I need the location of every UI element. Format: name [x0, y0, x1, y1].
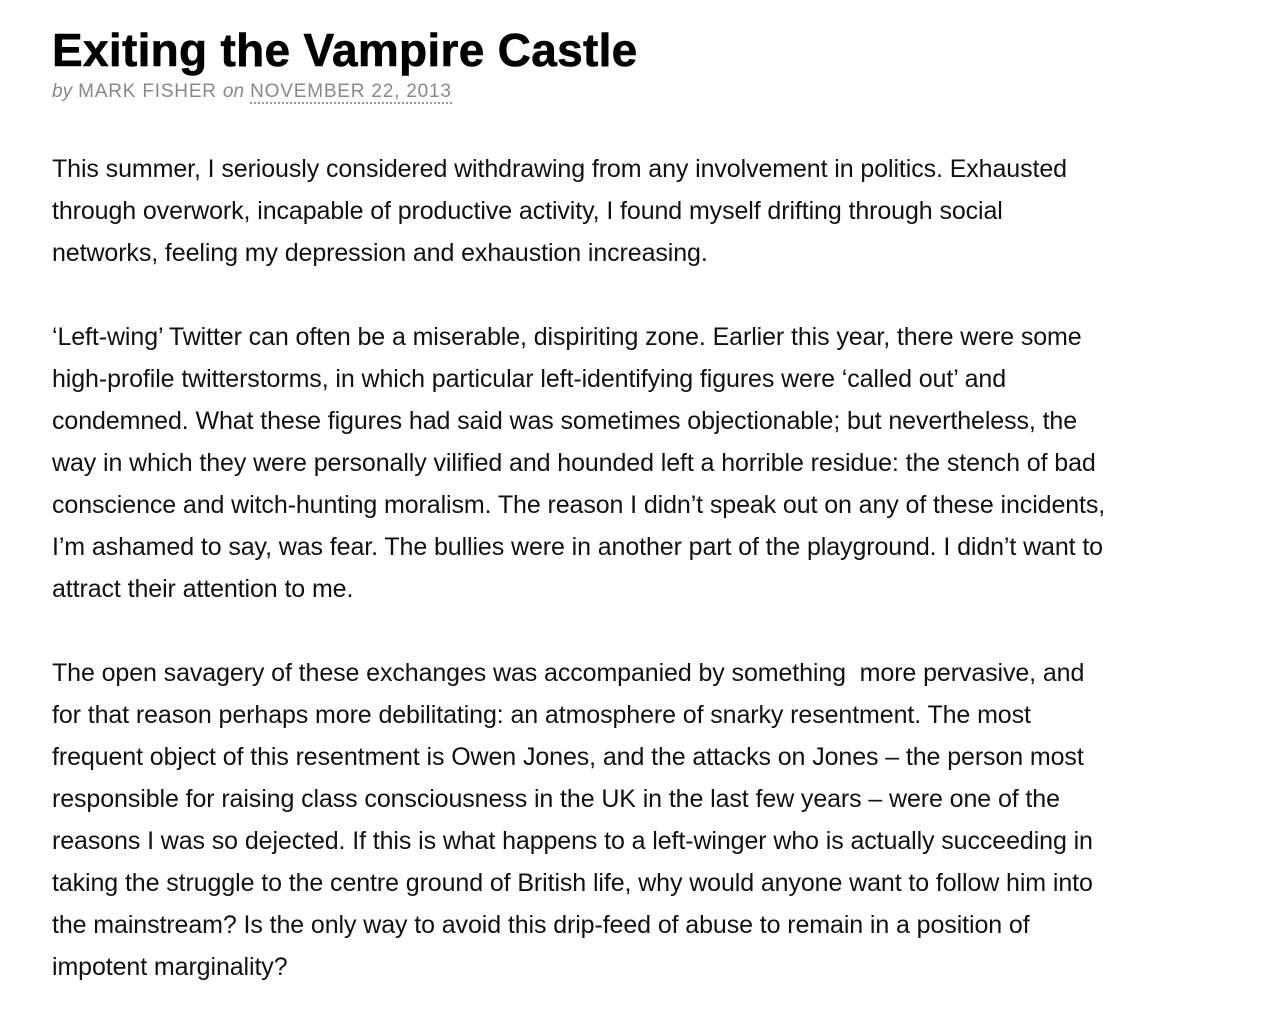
text-line: ‘Left-wing’ Twitter can often be a miserable, dispiriting zone. Earlier this year, there were some [52, 323, 1082, 351]
text-line: attract their attention to me. [52, 575, 354, 603]
byline-on-label: on [222, 81, 245, 102]
text-line: taking the struggle to the centre ground of British life, why would anyone want to follow him into [52, 869, 1093, 897]
text-line: way in which they were personally vilified and hounded left a horrible residue: the stench of bad [52, 449, 1096, 477]
text-line: frequent object of this resentment is Owen Jones, and the attacks on Jones – the person most [52, 743, 1084, 771]
article-body [52, 148, 1262, 988]
publish-date[interactable]: NOVEMBER 22, 2013 [250, 81, 452, 102]
byline-by-label: by [52, 81, 73, 102]
text-line: for that reason perhaps more debilitating: an atmosphere of snarky resentment. The most [52, 701, 1031, 729]
text-line: conscience and witch-hunting moralism. The reason I didn’t speak out on any of these incidents, [52, 491, 1106, 519]
article-title: Exiting the Vampire Castle [52, 24, 638, 76]
text-line: through overwork, incapable of productive activity, I found myself drifting through social [52, 197, 1003, 225]
text-line: reasons I was so dejected. If this is what happens to a left-winger who is actually succeeding in [52, 827, 1093, 855]
text-line: networks, feeling my depression and exhaustion increasing. [52, 239, 708, 267]
text-line: The open savagery of these exchanges was accompanied by something more pervasive, and [52, 659, 1085, 687]
text-line: condemned. What these figures had said was sometimes objectionable; but nevertheless, the [52, 407, 1078, 435]
byline [52, 80, 1262, 104]
text-line: responsible for raising class consciousness in the UK in the last few years – were one of the [52, 785, 1060, 813]
text-line: impotent marginality? [52, 953, 288, 981]
paragraph-3 [52, 652, 1262, 988]
text-line: high-profile twitterstorms, in which particular left-identifying figures were ‘called out’ and [52, 365, 1006, 393]
article [52, 22, 1262, 1030]
paragraph-2 [52, 316, 1262, 610]
text-line: I’m ashamed to say, was fear. The bullies were in another part of the playground. I didn’t want to [52, 533, 1103, 561]
text-line: the mainstream? Is the only way to avoid this drip-feed of abuse to remain in a position of [52, 911, 1030, 939]
text-line: This summer, I seriously considered withdrawing from any involvement in politics. Exhausted [52, 155, 1067, 183]
author-name[interactable]: MARK FISHER [78, 81, 217, 102]
paragraph-1 [52, 148, 1262, 274]
